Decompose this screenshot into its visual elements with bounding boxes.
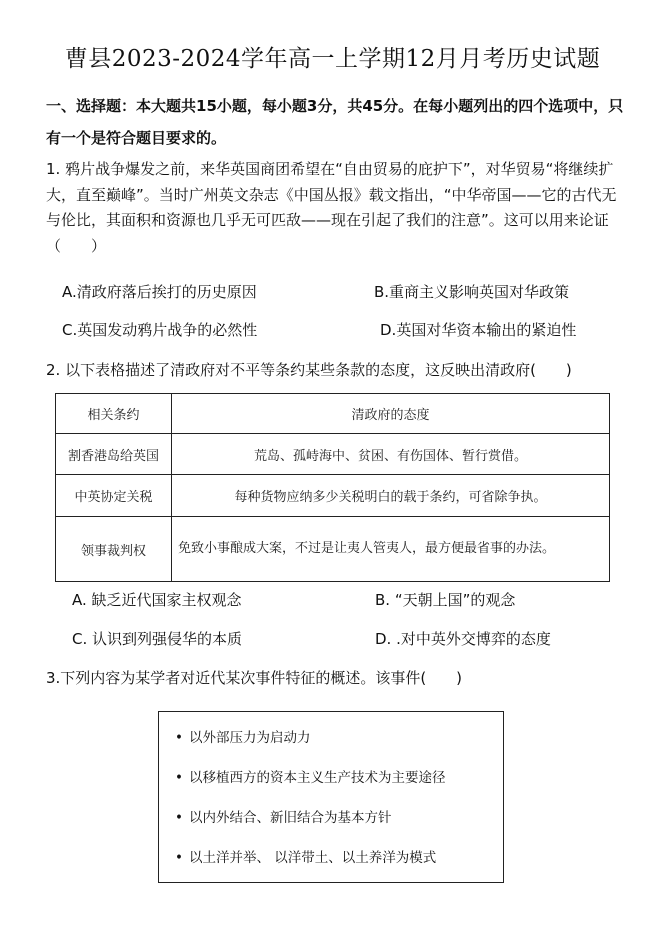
table-row — [56, 517, 610, 582]
bullet-icon: • — [175, 770, 183, 786]
table-cell: 割香港岛给英国 — [56, 434, 172, 475]
feature-text: 以内外结合、新旧结合为基本方针 — [189, 810, 392, 826]
q1-option-a: A.清政府落后挨打的历史原因 — [62, 283, 257, 301]
table-cell: 每种货物应纳多少关税明白的载于条约，可省除争执。 — [172, 475, 610, 517]
question-3-text: 3.下列内容为某学者对近代某次事件特征的概述。该事件( ) — [46, 669, 463, 687]
question-1-text: 1. 鸦片战争爆发之前，来华英国商团希望在“自由贸易的庇护下”，对华贸易“将继续扩大，直至巅峰”。当时广州英文杂志《中国丛报》载文指出，“中华帝国——它的古代无与伦比，其面积和资源也几乎无可匹敌——现在引起了我们的注意”。这可以用来论证（ ） — [46, 160, 617, 255]
table-row — [56, 475, 610, 517]
q1-option-d: D.英国对华资本输出的紧迫性 — [380, 321, 577, 339]
q2-option-a: A. 缺乏近代国家主权观念 — [72, 591, 242, 609]
bullet-icon: • — [175, 850, 183, 866]
table-cell: 中英协定关税 — [56, 475, 172, 517]
table-header-cell: 清政府的态度 — [172, 394, 610, 434]
table-cell: 免致小事酿成大案，不过是让夷人管夷人，最方便最省事的办法。 — [172, 517, 610, 582]
exam-title: 曹县2023-2024学年高一上学期12月月考历史试题 — [64, 46, 601, 72]
table-cell: 荒岛、孤峙海中、贫困、有伤国体、暂行赏借。 — [172, 434, 610, 475]
section-instructions: 一、选择题：本大题共15小题，每小题3分，共45分。在每小题列出的四个选项中，只有一个是符合题目要求的。 — [46, 97, 624, 147]
table-row — [56, 434, 610, 475]
q1-option-b: B.重商主义影响英国对华政策 — [374, 283, 570, 301]
table-header-row — [56, 394, 610, 434]
bullet-icon: • — [175, 810, 183, 826]
feature-item — [175, 846, 436, 866]
feature-item — [175, 766, 446, 786]
question-2-text: 2. 以下表格描述了清政府对不平等条约某些条款的态度，这反映出清政府( ) — [46, 361, 572, 379]
q2-option-c: C. 认识到列强侵华的本质 — [72, 630, 243, 648]
q2-option-d: D. .对中英外交博弈的态度 — [375, 630, 551, 648]
q2-option-b: B. “天朝上国”的观念 — [375, 591, 516, 609]
bullet-icon: • — [175, 730, 183, 746]
event-features-box — [158, 711, 504, 883]
feature-text: 以土洋并举、 以洋带土、以土养洋为模式 — [189, 850, 437, 866]
feature-item — [175, 806, 392, 826]
feature-item — [175, 726, 311, 746]
table-header-cell: 相关条约 — [56, 394, 172, 434]
table-cell: 领事裁判权 — [56, 517, 172, 582]
q1-option-c: C.英国发动鸦片战争的必然性 — [62, 321, 258, 339]
treaty-attitude-table — [55, 393, 610, 582]
feature-text: 以移植西方的资本主义生产技术为主要途径 — [189, 770, 446, 786]
feature-text: 以外部压力为启动力 — [189, 730, 311, 746]
